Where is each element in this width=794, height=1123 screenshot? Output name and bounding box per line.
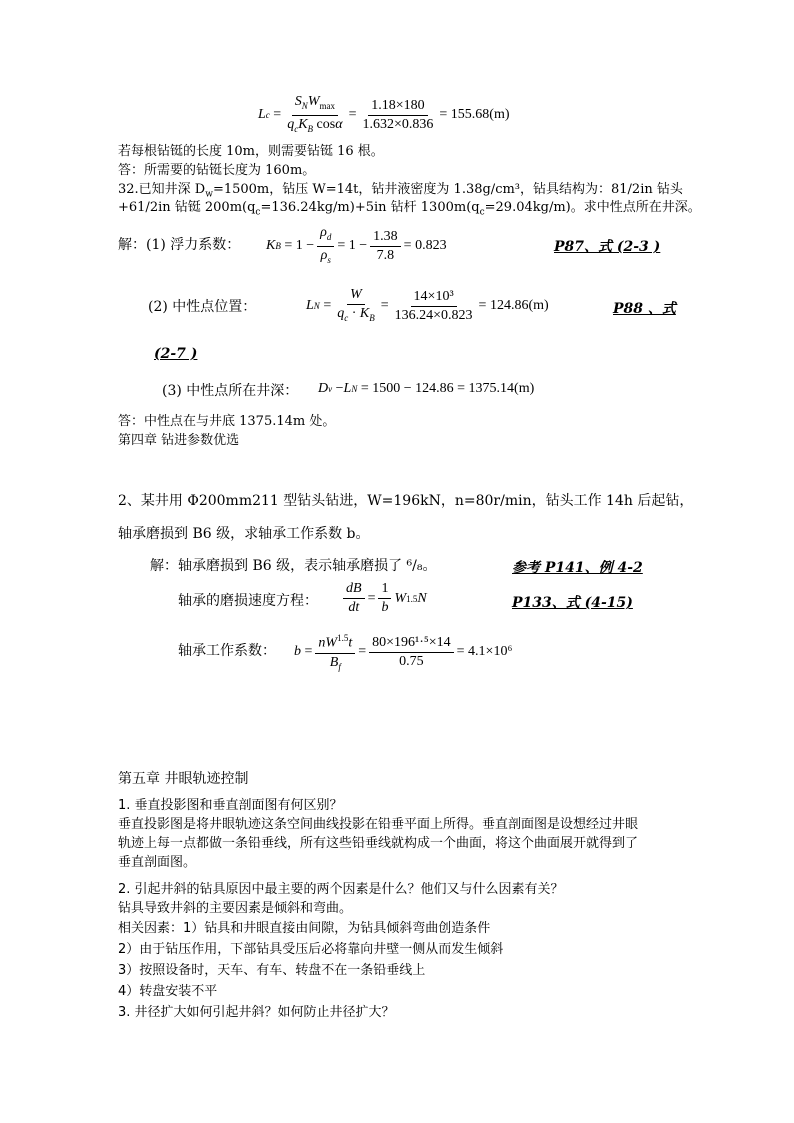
- answer-1-line-1: 垂直投影图是将井眼轨迹这条空间曲线投影在铅垂平面上所得。垂直剖面图是设想经过井眼: [118, 817, 639, 832]
- solution-step-1: 解：(1) 浮力系数：: [118, 237, 241, 253]
- text-line: 32.已知井深 $D_w=1500m$，钻压 W=14t，钻井液密度为 1.38g/cm³，钻具结构为：81/2in 钻头: [118, 182, 683, 200]
- solution-2-line-1: 解：轴承磨损到 B6 级，表示轴承磨损了 ⁶/₈。: [150, 558, 437, 574]
- equation-lc: L c = $\frac{S_NW_{max}}{q_cK_B \cos\alpha}$ = $\frac{1.18\times 180}{1.632\times 0.836}$ = 155.68(m): [258, 94, 510, 134]
- solution-step-3: (3) 中性点所在井深：: [162, 383, 299, 399]
- answer-1-line-3: 垂直剖面图。: [118, 855, 197, 870]
- answer-2-line-1: 钻具导致井斜的主要因素是倾斜和弯曲。: [118, 901, 353, 916]
- problem-2-line-1: 2、某井用 Φ200mm211 型钻头钻进，W=196kN，n=80r/min，钻头工作 14h 后起钻，: [118, 493, 694, 509]
- answer-2-line-3: 2）由于钻压作用，下部钻具受压后必将靠向井壁一侧从而发生倾斜: [118, 942, 504, 957]
- question-3: 3. 井径扩大如何引起井斜？如何防止井径扩大？: [118, 1005, 395, 1020]
- answer-1-line-2: 轨迹上每一点都做一条铅垂线，所有这些铅垂线就构成一个曲面，将这个曲面展开就得到了: [118, 836, 639, 851]
- answer-2-line-2: 相关因素：1）钻具和井眼直接由间隙，为钻具倾斜弯曲创造条件: [118, 921, 491, 936]
- reference-p141: 参考 P141、例 4-2: [512, 560, 643, 576]
- reference-p88: P88 、式: [613, 301, 676, 317]
- chapter-4-heading: 第四章 钻进参数优选: [118, 433, 240, 448]
- solution-2-line-3: 轴承工作系数：: [178, 643, 276, 659]
- text-line: +61/2in 钻铤 $200m(q_c=136.24kg/m)+5in$ 钻杆 $1300m(q_c=29.04kg/m)$。求中性点所在井深。: [118, 200, 701, 218]
- equation-kb: K B = 1 − $\frac{\rho_d}{\rho_s}$ = 1 − $\frac{1.38}{7.8}$ = 0.823: [266, 225, 447, 265]
- question-1: 1. 垂直投影图和垂直剖面图有何区别？: [118, 798, 343, 813]
- equation-depth: D v − L N = 1500 − 124.86 = 1375.14(m): [318, 381, 535, 396]
- answer-2-line-4: 3）按照设备时，天车、有车、转盘不在一条铅垂线上: [118, 963, 426, 978]
- text-line: 答：所需要的钻铤长度为 160m。: [118, 163, 316, 178]
- answer-2-line-5: 4）转盘安装不平: [118, 984, 218, 999]
- reference-p88-cont: (2-7 ): [154, 346, 198, 362]
- equation-ln: L N = $\frac{W}{q_c \cdot K_B}$ = $\frac{\text{14×10³}}{136.24\times 0.823}$ = 124.86(m): [306, 287, 549, 323]
- question-2: 2. 引起井斜的钻具原因中最主要的两个因素是什么？他们又与什么因素有关？: [118, 882, 564, 897]
- answer-line: 答：中性点在与井底 1375.14m 处。: [118, 414, 336, 429]
- reference-p87: P87、式 (2-3 ): [554, 239, 661, 255]
- equation-wear-rate: $\frac{dB}{dt}$ = $\frac{1}{b}$ W 1.5 N: [340, 581, 427, 616]
- equation-b: b = $\frac{nW^{1.5}t}{B_f}$ = $\frac{\text{80×196¹·⁵×14}}{0.75}$ = 4.1×10⁶: [294, 630, 512, 674]
- reference-p133: P133、式 (4-15): [512, 595, 633, 611]
- problem-2-line-2: 轴承磨损到 B6 级，求轴承工作系数 b。: [118, 526, 370, 542]
- solution-2-line-2: 轴承的磨损速度方程：: [178, 593, 318, 609]
- text-line: 若每根钻铤的长度 10m，则需要钻铤 16 根。: [118, 144, 384, 159]
- solution-step-2: (2) 中性点位置：: [148, 299, 257, 315]
- chapter-5-heading: 第五章 井眼轨迹控制: [118, 771, 249, 787]
